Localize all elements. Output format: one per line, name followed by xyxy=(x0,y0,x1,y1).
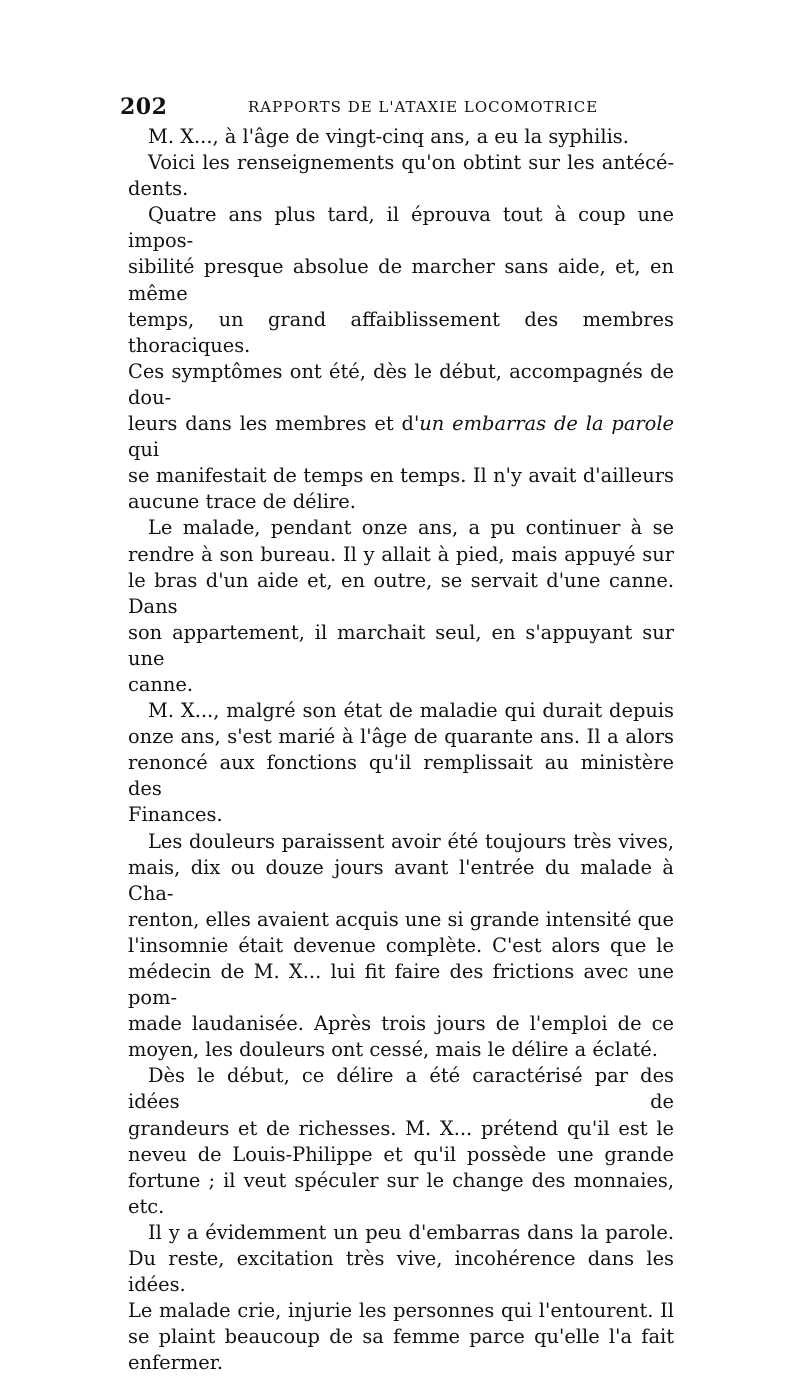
body-text xyxy=(128,124,674,1377)
text-line: Quatre ans plus tard, il éprouva tout à coup une impos- xyxy=(128,203,674,253)
paragraph xyxy=(128,1063,674,1220)
text-line: Ces symptômes ont été, dès le début, accompagnés de dou- xyxy=(128,359,674,409)
text-line: M. X..., à l'âge de vingt-cinq ans, a eu la syphilis. xyxy=(148,125,629,148)
text-line: dents. xyxy=(128,177,189,201)
text-line: Voici les renseignements qu'on obtint sur les antécé- xyxy=(148,151,674,175)
text-line: mais, dix ou douze jours avant l'entrée du malade à Cha- xyxy=(128,855,674,905)
text-line: le bras d'un aide et, en outre, se servait d'une canne. Dans xyxy=(128,568,674,618)
page-header xyxy=(120,94,680,124)
paragraph xyxy=(128,202,674,515)
text-line: M. X..., malgré son état de maladie qui durait depuis xyxy=(148,699,674,723)
text-line: canne. xyxy=(128,672,194,696)
text-line: onze ans, s'est marié à l'âge de quarante ans. Il a alors xyxy=(128,725,674,749)
paragraph xyxy=(128,515,674,698)
paragraph xyxy=(128,698,674,828)
text-line: moyen, les douleurs ont cessé, mais le délire a éclaté. xyxy=(128,1038,658,1062)
text-line: rendre à son bureau. Il y allait à pied, mais appuyé sur xyxy=(128,542,674,566)
text-line: Dès le début, ce délire a été caractérisé par des idées de xyxy=(128,1064,674,1114)
paragraph xyxy=(128,829,674,1064)
text-line: Le malade crie, injurie les personnes qui l'entourent. Il xyxy=(128,1299,674,1323)
text-line: temps, un grand affaiblissement des membres thoraciques. xyxy=(128,307,674,357)
text-line: sibilité presque absolue de marcher sans aide, et, en même xyxy=(128,255,674,305)
text-line: Les douleurs paraissent avoir été toujours très vives, xyxy=(148,829,674,853)
text-line: aucune trace de délire. xyxy=(128,490,356,514)
text-line: renoncé aux fonctions qu'il remplissait au ministère des xyxy=(128,751,674,801)
paragraph xyxy=(128,150,674,202)
paragraph xyxy=(128,1220,674,1377)
text-line: Le malade, pendant onze ans, a pu continuer à se xyxy=(148,516,674,540)
running-title: RAPPORTS DE L'ATAXIE LOCOMOTRICE xyxy=(248,98,599,116)
text-line: renton, elles avaient acquis une si grande intensité que xyxy=(128,907,674,931)
text-line: neveu de Louis-Philippe et qu'il possède une grande xyxy=(128,1142,674,1166)
paragraph xyxy=(128,124,674,150)
text-line: Du reste, excitation très vive, incohérence dans les idées. xyxy=(128,1247,674,1297)
text-line-with-italic: leurs dans les membres et d'un embarras de la parole qui xyxy=(128,412,674,462)
text-line: Finances. xyxy=(128,803,223,827)
text-line: se manifestait de temps en temps. Il n'y avait d'ailleurs xyxy=(128,464,674,488)
text-line: médecin de M. X... lui fit faire des frictions avec une pom- xyxy=(128,960,674,1010)
text-line: grandeurs et de richesses. M. X... prétend qu'il est le xyxy=(128,1116,674,1140)
text-line: made laudanisée. Après trois jours de l'emploi de ce xyxy=(128,1012,674,1036)
text-line: se plaint beaucoup de sa femme parce qu'elle l'a fait xyxy=(128,1325,674,1349)
text-line: son appartement, il marchait seul, en s'appuyant sur une xyxy=(128,620,674,670)
text-line: enfermer. xyxy=(128,1351,224,1375)
text-line: Il y a évidemment un peu d'embarras dans la parole. xyxy=(148,1220,674,1244)
text-line: fortune ; il veut spéculer sur le change des monnaies, etc. xyxy=(128,1168,674,1218)
text-line: l'insomnie était devenue complète. C'est alors que le xyxy=(128,933,674,957)
italic-phrase: un embarras de la parole xyxy=(419,412,674,436)
page-number: 202 xyxy=(120,94,168,120)
